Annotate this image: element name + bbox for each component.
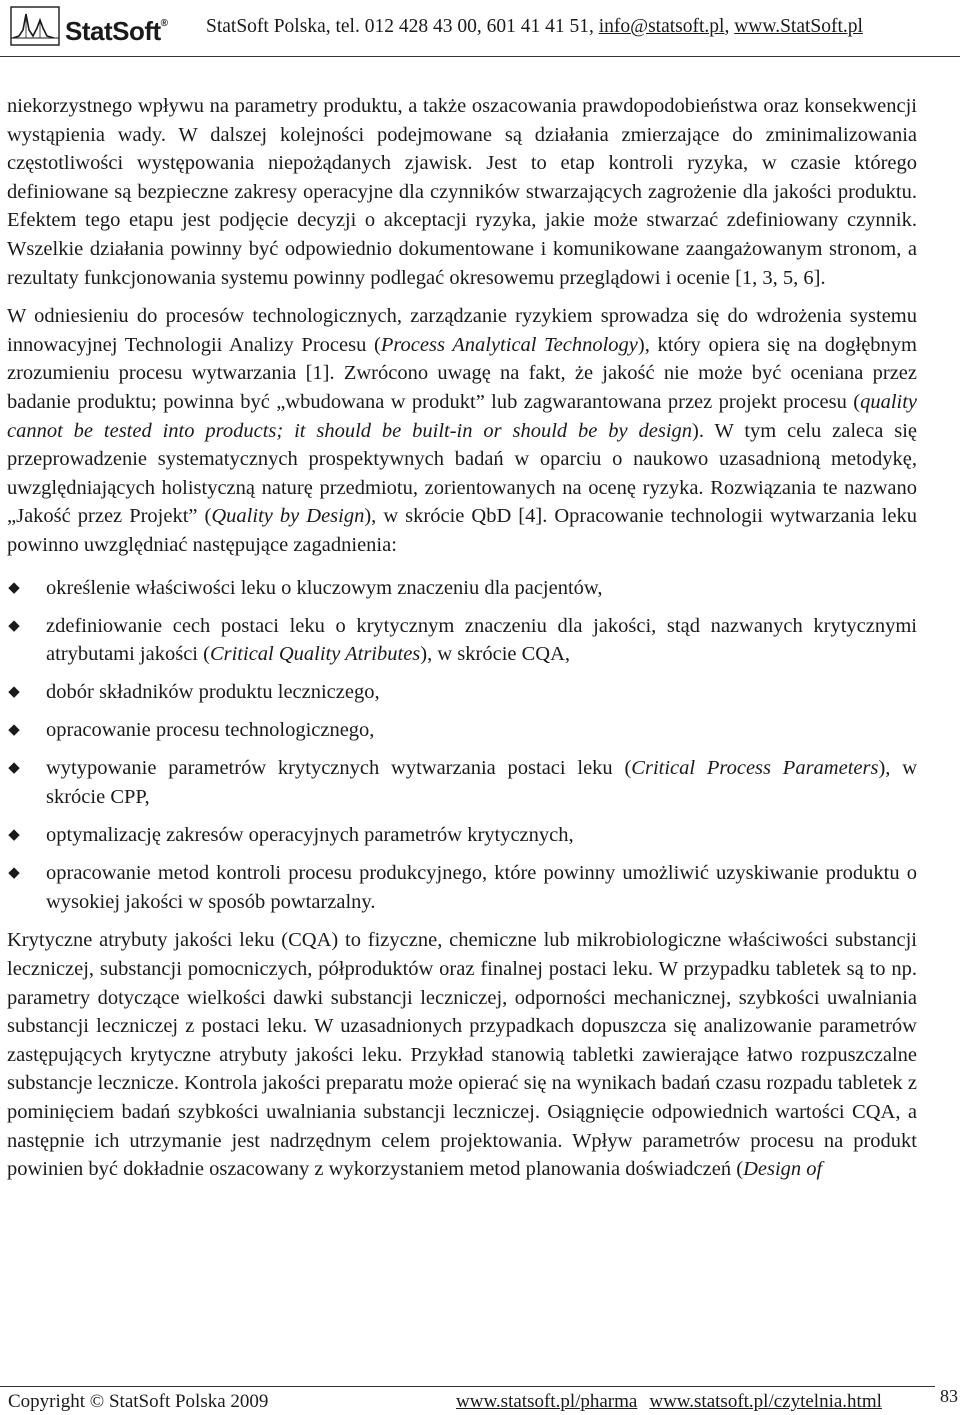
statsoft-logo-icon <box>10 6 62 48</box>
diamond-bullet-icon: ◆ <box>8 579 20 596</box>
text-run: ), który opiera się na dogłębnym zrozumieniu procesu wytwarzania [1]. Zwrócono uwagę na fakt, że jakość nie może być oceniana przez badanie produktu; powinna być „wbudowana w produkt” lub zagwarantowana przez projekt procesu ( <box>7 333 918 413</box>
list-item-text: optymalizację zakresów operacyjnych parametrów krytycznych, <box>46 824 574 847</box>
diamond-bullet-icon: ◆ <box>8 760 20 777</box>
diamond-bullet-icon: ◆ <box>8 684 20 701</box>
list-item-text: opracowanie metod kontroli procesu produkcyjnego, które powinny umożliwić uzyskiwanie produktu o wysokiej jakości w sposób powtarzalny. <box>46 862 917 913</box>
list-item-text: dobór składników produktu leczniczego, <box>46 681 380 704</box>
list-item-text: ), w skrócie CPP, <box>46 757 917 809</box>
list-item-text: zdefiniowanie cech postaci leku o krytycznym znaczeniu dla jakości, stąd nazwanych krytycznymi atrybutami jakości ( <box>46 614 917 666</box>
website-link[interactable]: www.StatSoft.pl <box>734 16 863 37</box>
text-run: Krytyczne atrybuty jakości leku (CQA) to fizyczne, chemiczne lub mikrobiologiczne właściwości substancji leczniczej, substancji pomocniczych, półproduktów oraz finalnej postaci leku. W przypadku tabletek są to np. parametry dotyczące wielkości dawki substancji leczniczej, odporności mechanicznej, szybkości uwalniania substancji leczniczej z postaci leku. W uzasadnionych przypadkach dopuszcza się analizowanie parametrów zastępujących krytyczne atrybuty jakości leku. Przykład stanowią tabletki zawierające łatwo rozpuszczalne substancje lecznicze. Kontrola jakości preparatu może opierać się na wynikach badań czasu rozpadu tabletek z pominięciem badań szybkości uwalniania substancji leczniczej. Osiągnięcie odpowiednich wartości CQA, a następnie ich utrzymanie jest nadrzędnym celem projektowania. Wpływ parametrów procesu na produkt powinien być dokładnie oszacowany z wykorzystaniem metod planowania doświadczeń ( <box>7 929 917 1181</box>
logo-text: StatSoft <box>65 16 161 46</box>
czytelnia-link[interactable]: www.statsoft.pl/czytelnia.html <box>649 1391 882 1412</box>
registered-mark: ® <box>160 18 168 29</box>
header-divider <box>0 56 960 57</box>
list-item-text: wytypowanie parametrów krytycznych wytwarzania postaci leku ( <box>46 757 632 780</box>
requirements-list <box>7 574 917 917</box>
pharma-link[interactable]: www.statsoft.pl/pharma <box>456 1391 638 1412</box>
italic-term: Critical Process Parameters <box>631 757 879 780</box>
logo-wordmark <box>65 16 168 47</box>
italic-term: Process Analytical Technology <box>380 333 638 356</box>
page-header <box>0 0 960 60</box>
email-link[interactable]: info@statsoft.pl <box>598 16 725 37</box>
text-run: W odniesieniu do procesów technologicznych, zarządzanie ryzykiem sprowadza się do wdrożenia systemu innowacyjnej Technologii Analizy Procesu ( <box>7 305 917 356</box>
list-item <box>7 716 917 745</box>
paragraph-process-technology <box>7 302 917 559</box>
list-item-text: określenie właściwości leku o kluczowym znaczeniu dla pacjentów, <box>46 576 603 599</box>
list-item <box>7 612 917 669</box>
list-item <box>7 574 917 603</box>
list-item <box>7 678 917 707</box>
contact-separator: , <box>724 16 735 37</box>
text-run: ), w skrócie QbD [4]. Opracowanie technologii wytwarzania leku powinno uwzględniać następujące zagadnienia: <box>7 505 917 556</box>
list-item <box>7 821 917 850</box>
diamond-bullet-icon: ◆ <box>8 865 20 882</box>
italic-quote: quality cannot be tested into products; it should be built-in or should be by design <box>7 390 917 442</box>
contact-text: StatSoft Polska, tel. 012 428 43 00, 601 41 41 51, <box>206 16 599 37</box>
footer-links <box>456 1391 894 1413</box>
paragraph-cqa-definition <box>7 926 917 1183</box>
diamond-bullet-icon: ◆ <box>8 617 20 634</box>
page-number: 83 <box>940 1386 958 1406</box>
paragraph-risk-control: niekorzystnego wpływu na parametry produktu, a także oszacowania prawdopodobieństwa oraz konsekwencji wystąpienia wady. W dalszej kolejności podejmowane są działania zmierzające do zminimalizowania częstotliwości występowania niepożądanych zjawisk. Jest to etap kontroli ryzyka, w czasie którego definiowane są bezpieczne zakresy operacyjne dla czynników stwarzających zagrożenie dla jakości produktu. Efektem tego etapu jest podjęcie decyzji o akceptacji ryzyka, jakie może stwarzać zdefiniowany czynnik. Wszelkie działania powinny być odpowiednio dokumentowane i komunikowane zaangażowanym stronom, a rezultaty funkcjonowania systemu powinny podlegać okresowemu przeglądowi i ocenie [1, 3, 5, 6]. <box>7 95 917 289</box>
italic-term: Design of <box>743 1158 823 1181</box>
italic-term: Critical Quality Atributes <box>209 643 421 666</box>
list-item-text: ), w skrócie CQA, <box>420 643 571 666</box>
diamond-bullet-icon: ◆ <box>8 722 20 739</box>
footer-divider <box>0 1386 935 1387</box>
statsoft-logo <box>10 6 190 46</box>
document-body <box>7 92 917 1184</box>
diamond-bullet-icon: ◆ <box>8 827 20 844</box>
header-contact-line <box>206 16 863 38</box>
list-item <box>7 859 917 916</box>
list-item <box>7 754 917 811</box>
text-run: ). W tym celu zaleca się przeprowadzenie systematycznych prospektywnych badań w oparciu o naukowo uzasadnioną metodykę, uwzględniających holistyczną naturę przedmiotu, zorientowanych na ocenę ryzyka. Rozwiązania te nazwano „Jakość przez Projekt” ( <box>7 419 917 528</box>
list-item-text: opracowanie procesu technologicznego, <box>46 719 375 742</box>
italic-term: Quality by Design <box>211 505 365 528</box>
copyright-notice: Copyright © StatSoft Polska 2009 <box>8 1391 269 1412</box>
